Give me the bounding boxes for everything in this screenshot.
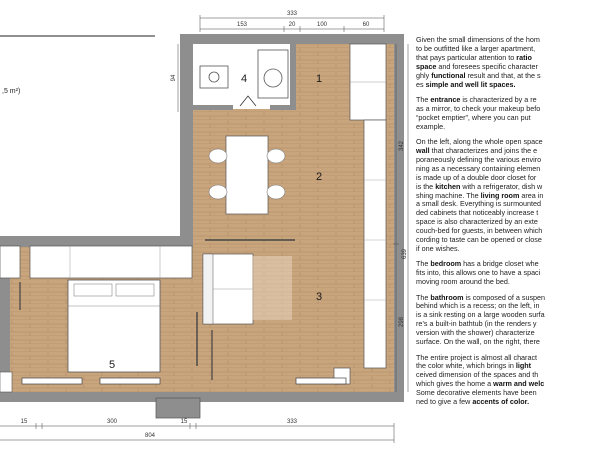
text-run: area in — [519, 190, 544, 200]
text-run: couch-bed for guests, in between which — [416, 226, 543, 236]
bold-run: living room — [480, 190, 520, 200]
text-run: is made up of a double door closet for — [416, 172, 537, 182]
text-run: is characterized by a re — [460, 94, 537, 104]
text-run: as a mirror, to check your makeup befo — [416, 103, 541, 113]
text-run: that characterizes and joins the e — [429, 145, 538, 155]
text-run: with a refrigerator, dish w — [460, 181, 543, 191]
paragraph-intro — [416, 36, 600, 89]
dim-top-part: 20 — [288, 22, 296, 28]
text-run: ning as a necessary containing elemen — [416, 163, 541, 173]
dim-top-part: 60 — [362, 22, 370, 28]
paragraph-open-space — [416, 138, 600, 254]
bold-run: ratio — [516, 52, 532, 62]
text-run: “pocket emptier”, where you can put — [416, 112, 531, 122]
text-run: surface. On the wall, on the right, there — [416, 337, 540, 347]
bold-run: warm and welc — [493, 379, 545, 389]
text-run: version with the shower) characterize — [416, 328, 535, 338]
text-run: is a sink resting on a large wooden surfa — [416, 310, 545, 320]
dim-left-small: 94 — [171, 74, 177, 82]
bold-run: wall — [416, 145, 430, 155]
dim-top-part: 100 — [316, 22, 328, 28]
text-run: which gives the home a — [416, 379, 494, 389]
text-run: is the — [416, 181, 436, 191]
text-run: es — [416, 79, 426, 89]
text-run: ceived dimension of the spaces and th — [416, 370, 539, 380]
text-run: result and that, at the s — [465, 70, 541, 80]
text-run: The entire project is almost all charact — [416, 352, 538, 362]
text-run: shing machine. The — [416, 190, 481, 200]
dim-right-upper: 342 — [399, 140, 405, 152]
text-run: re’s a built-in bathtub (in the renders y — [416, 319, 537, 329]
bold-run: simple and well lit spaces. — [425, 79, 516, 89]
dim-bottom-part: 333 — [286, 419, 298, 425]
text-run: if one wishes. — [416, 243, 460, 253]
paragraph-entrance — [416, 96, 600, 132]
text-run: ghly — [416, 70, 432, 80]
text-run: fits into, this allows one to have a spaci — [416, 268, 541, 278]
text-run: behind which is a recess; on the left, in — [416, 301, 540, 311]
text-run: moving room around the bed. — [416, 277, 510, 287]
bold-run: functional — [431, 70, 466, 80]
room-number: 1 — [315, 73, 323, 85]
bold-run: kitchen — [435, 181, 461, 191]
text-run: the color white, which brings in — [416, 361, 516, 371]
text-run: cording to taste can be opened or close — [416, 235, 542, 245]
text-run: ned to give a few — [416, 397, 473, 407]
bold-run: light — [515, 361, 532, 371]
text-run: example. — [416, 121, 446, 131]
paragraph-bathroom — [416, 294, 600, 347]
text-run: The — [416, 292, 431, 302]
text-run: to be outfitted like a larger apartment, — [416, 43, 536, 53]
dim-bottom-part: 300 — [106, 419, 118, 425]
text-run: space is also characterized by an exte — [416, 217, 538, 227]
dim-right-lower: 298 — [399, 316, 405, 328]
text-run: is composed of a suspen — [463, 292, 546, 302]
text-run: a small desk. Everything is surmounted — [416, 199, 542, 209]
dim-bottom-part: 15 — [20, 419, 28, 425]
text-run: On the left, along the whole open space — [416, 137, 543, 147]
text-run: has a bridge closet whe — [461, 259, 539, 269]
area-label-fragment: ,5 m²) — [2, 88, 21, 95]
room-number: 5 — [108, 359, 116, 371]
description-text — [416, 36, 600, 456]
bold-run: accents of color. — [472, 397, 530, 407]
bold-run: space — [416, 61, 437, 71]
paragraph-closing — [416, 354, 600, 407]
text-run: The — [416, 259, 431, 269]
text-run: ded cabinets that noticeably increase t — [416, 208, 539, 218]
text-run: poraneously defining the various enviro — [416, 154, 542, 164]
paragraph-bedroom — [416, 260, 600, 287]
text-run: and foresees specific character — [436, 61, 538, 71]
dim-top-total: 333 — [286, 11, 298, 17]
bold-run: bedroom — [430, 259, 462, 269]
text-run: Given the small dimensions of the hom — [416, 36, 540, 44]
room-number: 4 — [240, 73, 248, 85]
dim-bottom-total: 804 — [144, 433, 156, 439]
shower — [258, 50, 288, 98]
bold-run: bathroom — [430, 292, 464, 302]
room-number: 2 — [315, 171, 323, 183]
bold-run: entrance — [430, 94, 461, 104]
room-number: 3 — [315, 291, 323, 303]
bath-sink — [200, 66, 228, 88]
dim-top-part: 153 — [236, 22, 248, 28]
dim-right-total: 639 — [402, 248, 408, 260]
text-run: The — [416, 94, 431, 104]
dim-bottom-part: 15 — [180, 419, 188, 425]
text-run: Some decorative elements have been — [416, 388, 537, 398]
text-run: that pays particular attention to — [416, 52, 517, 62]
